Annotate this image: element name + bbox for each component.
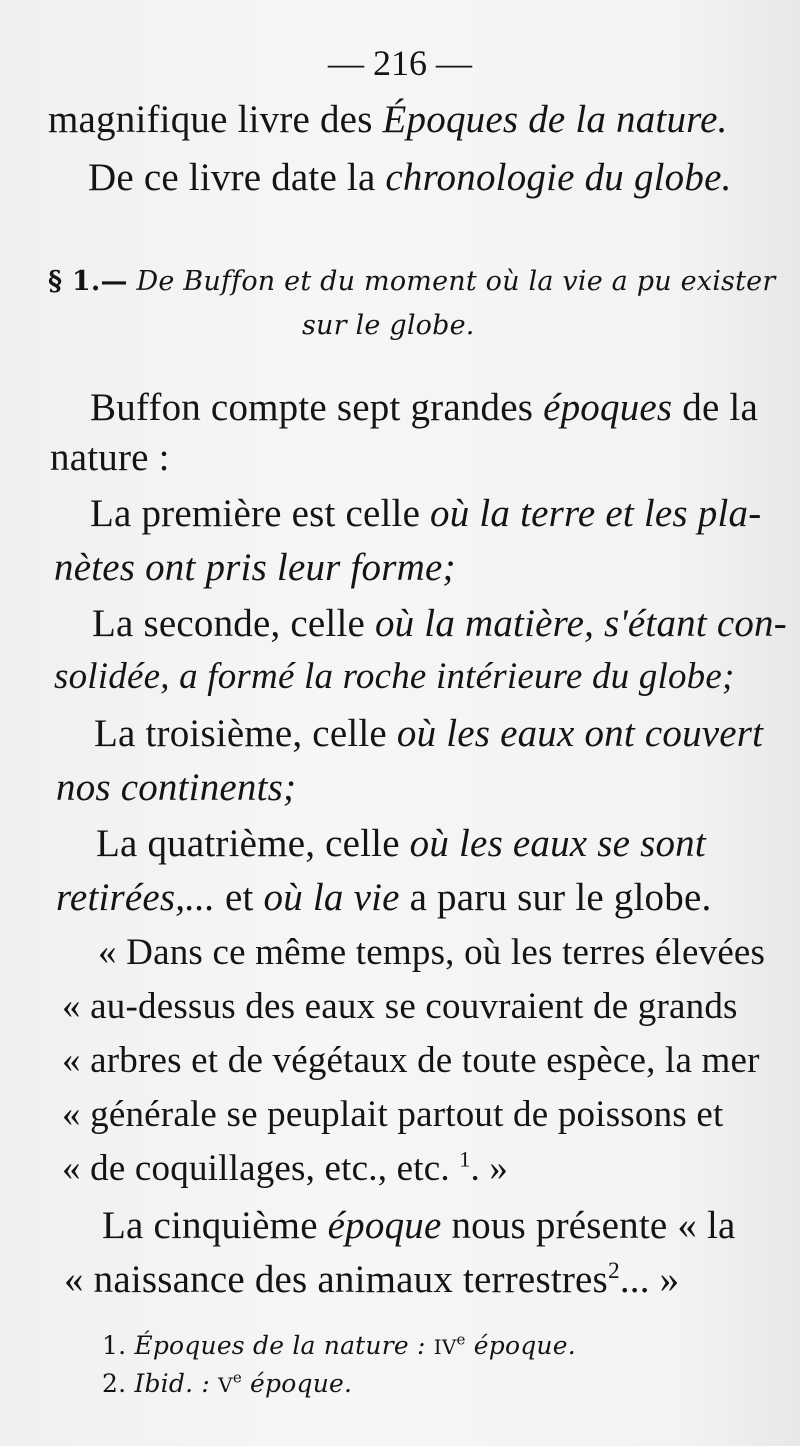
text-line-3: Buffon compte sept grandes époques de la (90, 386, 758, 429)
text-line-8: solidée, a formé la roche intérieure du globe; (54, 656, 735, 697)
quote-line-4: « générale se peuplait partout de poissons et (62, 1094, 724, 1135)
text-line-12: retirées,... et où la vie a paru sur le globe. (56, 876, 712, 919)
text-line-10: nos continents; (56, 766, 297, 809)
text-line-2: De ce livre date la chronologie du globe. (88, 156, 732, 199)
footnote-1: 1. Époques de la nature : IVe époque. (102, 1330, 576, 1360)
section-heading-line-2: sur le globe. (302, 310, 475, 341)
footnote-ref-2: 2 (607, 1258, 620, 1284)
quote-line-5: « de coquillages, etc., etc. $^1$. » (62, 1146, 509, 1189)
text-line-13: La cinquième époque nous présente « la (102, 1204, 736, 1247)
quote-line-2: « au-dessus des eaux se couvraient de grands (62, 986, 738, 1027)
page-number: — 216 — (328, 43, 472, 83)
quote-line-1: « Dans ce même temps, où les terres élevées (98, 932, 766, 973)
text-line-14: « naissance des animaux terrestres$^2$... » (64, 1258, 680, 1301)
text-line-4: nature : (50, 436, 170, 479)
footnote-ref-1: 1 (459, 1146, 471, 1172)
section-heading-line-1: § 1.— De Buffon et du moment où la vie a pu exister (48, 266, 776, 297)
footnote-2: 2. Ibid. : Ve époque. (102, 1368, 353, 1398)
text-line-1: magnifique livre des Époques de la nature. (48, 98, 728, 141)
text-line-6: nètes ont pris leur forme; (54, 546, 456, 589)
text-line-11: La quatrième, celle où les eaux se sont (96, 822, 706, 865)
text-line-5: La première est celle où la terre et les pla- (90, 492, 762, 535)
text-line-7: La seconde, celle où la matière, s'étant con- (92, 602, 787, 645)
text-line-9: La troisième, celle où les eaux ont couvert (94, 712, 764, 755)
quote-line-3: « arbres et de végétaux de toute espèce, la mer (62, 1040, 760, 1081)
